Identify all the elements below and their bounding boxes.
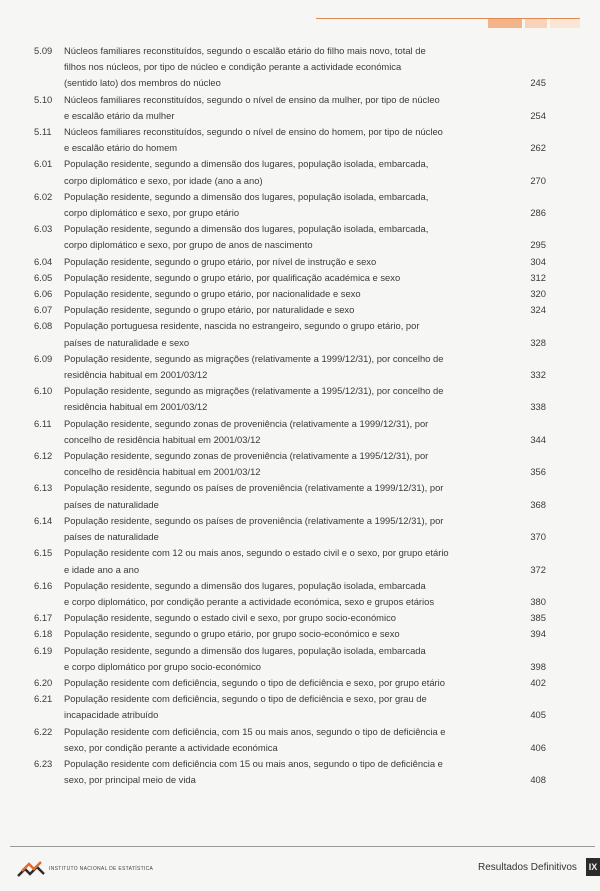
toc-entry-title: concelho de residência habitual em 2001/03/12	[64, 466, 261, 478]
toc-entry-title: e escalão etário do homem	[64, 142, 178, 154]
toc-entry[interactable]	[34, 302, 546, 318]
toc-entry-title: Núcleos familiares reconstituídos, segundo o escalão etário do filho mais novo, total de	[64, 45, 426, 56]
toc-entry-title: Núcleos familiares reconstituídos, segundo o nível de ensino do homem, por tipo de núcleo	[64, 126, 443, 138]
toc-entry-page: 394	[530, 628, 546, 640]
toc-entry-page: 332	[530, 369, 546, 381]
toc-entry-number: 6.09	[34, 352, 53, 364]
toc-entry[interactable]	[34, 675, 546, 691]
toc-entry-title: e corpo diplomático por grupo socio-económico	[64, 660, 261, 672]
toc-entry-page: 380	[530, 595, 546, 607]
toc-entry-title: corpo diplomático e sexo, por grupo de anos de nascimento	[64, 239, 313, 251]
toc-entry-number: 6.15	[34, 547, 53, 559]
toc-entry-page: 370	[530, 531, 546, 543]
toc-entry-title: População residente com deficiência com 15 ou mais anos, segundo o tipo de deficiência e	[64, 757, 443, 769]
toc-entry[interactable]	[34, 545, 546, 577]
toc-entry-number: 6.11	[34, 417, 52, 429]
toc-entry-title: População residente, segundo as migrações (relativamente a 1999/12/31), por concelho de	[64, 352, 444, 364]
page-number: IX	[586, 858, 600, 876]
toc-entry[interactable]	[34, 448, 546, 480]
toc-entry-number: 6.08	[34, 320, 53, 332]
toc-entry-title: População residente, segundo zonas de proveniência (relativamente a 1995/12/31), por	[64, 450, 429, 462]
footer-rule	[10, 846, 595, 847]
toc-entry-page: 262	[530, 142, 546, 154]
toc-entry[interactable]	[34, 643, 546, 675]
toc-entry-number: 5.09	[34, 45, 53, 56]
toc-entry-page: 385	[530, 612, 546, 624]
toc-entry[interactable]	[34, 578, 546, 610]
toc-entry-title: População residente, segundo o grupo etário, por nacionalidade e sexo	[64, 288, 361, 300]
toc-entry[interactable]	[34, 756, 546, 788]
institute-name: INSTITUTO NACIONAL DE ESTATÍSTICA	[49, 866, 154, 872]
toc-entry-title: incapacidade atribuído	[64, 709, 159, 721]
ine-logo-icon	[16, 858, 46, 880]
toc-entry[interactable]	[34, 156, 546, 188]
toc-entry[interactable]	[34, 124, 546, 156]
toc-entry-title: População residente, segundo a dimensão dos lugares, população isolada, embarcada	[64, 579, 426, 591]
toc-entry-page: 245	[530, 77, 546, 89]
toc-entry-number: 6.03	[34, 223, 53, 235]
toc-entry-page: 295	[530, 239, 546, 251]
toc-entry-title: População residente com 12 ou mais anos, segundo o estado civil e o sexo, por grupo etário	[64, 547, 449, 559]
toc-entry-page: 270	[530, 174, 546, 186]
toc-entry-title: População residente, segundo o estado civil e sexo, por grupo socio-económico	[64, 612, 396, 624]
toc-entry-title: e corpo diplomático, por condição perante a actividade económica, sexo e grupos etários	[64, 595, 435, 607]
toc-entry-number: 6.01	[34, 158, 53, 170]
toc-entry-title: População residente, segundo zonas de proveniência (relativamente a 1999/12/31), por	[64, 417, 429, 429]
toc-entry-title: População residente, segundo a dimensão dos lugares, população isolada, embarcada,	[64, 223, 429, 235]
toc-entry-number: 5.11	[34, 126, 52, 138]
toc-entry-page: 356	[530, 466, 546, 478]
toc-entry-number: 6.18	[34, 628, 53, 640]
toc-entry-title: População residente, segundo o grupo etário, por qualificação académica e sexo	[64, 271, 401, 283]
toc-entry[interactable]	[34, 318, 546, 350]
toc-entry-page: 338	[530, 401, 546, 413]
toc-entry-title: filhos nos núcleos, por tipo de núcleo e condição perante a actividade económica	[64, 61, 402, 73]
toc-entry-title: População portuguesa residente, nascida no estrangeiro, segundo o grupo etário, por	[64, 320, 420, 332]
toc-entry-title: países de naturalidade	[64, 498, 159, 510]
toc-entry-title: corpo diplomático e sexo, por idade (ano a ano)	[64, 174, 263, 186]
toc-entry-page: 254	[530, 109, 546, 121]
toc-entry-number: 6.20	[34, 676, 53, 688]
toc-entry[interactable]	[34, 480, 546, 512]
toc-entry[interactable]	[34, 416, 546, 448]
toc-entry-title: (sentido lato) dos membros do núcleo	[64, 77, 221, 89]
toc-entry-title: concelho de residência habitual em 2001/03/12	[64, 433, 261, 445]
toc-entry-title: sexo, por condição perante a actividade económica	[64, 741, 278, 753]
toc-entry[interactable]	[34, 610, 546, 626]
toc-entry[interactable]	[34, 691, 546, 723]
toc-entry[interactable]	[34, 351, 546, 383]
toc-entry-title: países de naturalidade	[64, 531, 159, 543]
toc-entry-title: População residente, segundo a dimensão dos lugares, população isolada, embarcada	[64, 644, 426, 656]
table-of-contents	[34, 43, 546, 788]
header-color-block	[525, 19, 547, 28]
toc-entry-title: População residente, segundo o grupo etário, por naturalidade e sexo	[64, 304, 355, 316]
toc-entry-title: População residente, segundo as migrações (relativamente a 1995/12/31), por concelho de	[64, 385, 444, 397]
toc-entry-page: 398	[530, 660, 546, 672]
toc-entry[interactable]	[34, 92, 546, 124]
toc-entry-title: População residente com deficiência, segundo o tipo de deficiência e sexo, por grau de	[64, 693, 427, 705]
toc-entry-title: População residente, segundo o grupo etário, por nível de instrução e sexo	[64, 255, 377, 267]
toc-entry-title: corpo diplomático e sexo, por grupo etário	[64, 207, 240, 219]
toc-entry-page: 372	[530, 563, 546, 575]
toc-entry-title: População residente, segundo a dimensão dos lugares, população isolada, embarcada,	[64, 190, 429, 202]
toc-entry[interactable]	[34, 43, 546, 92]
toc-entry-number: 6.19	[34, 644, 53, 656]
toc-entry[interactable]	[34, 286, 546, 302]
toc-entry-title: População residente com deficiência, segundo o tipo de deficiência e sexo, por grupo etário	[64, 676, 445, 688]
toc-entry-number: 5.10	[34, 93, 53, 105]
toc-entry-title: e idade ano a ano	[64, 563, 140, 575]
toc-entry-number: 6.21	[34, 693, 53, 705]
toc-entry-number: 6.23	[34, 757, 53, 769]
toc-entry-title: População residente, segundo o grupo etário, por grupo socio-económico e sexo	[64, 628, 400, 640]
toc-entry-page: 324	[530, 304, 546, 316]
toc-entry[interactable]	[34, 383, 546, 415]
toc-entry-title: População residente, segundo os países de proveniência (relativamente a 1995/12/31), por	[64, 514, 444, 526]
toc-entry-page: 286	[530, 207, 546, 219]
toc-entry-page: 405	[530, 709, 546, 721]
toc-entry-title: População residente, segundo a dimensão dos lugares, população isolada, embarcada,	[64, 158, 429, 170]
toc-entry-page: 406	[530, 741, 546, 753]
toc-entry-page: 368	[530, 498, 546, 510]
toc-entry-number: 6.07	[34, 304, 53, 316]
toc-entry-title: Núcleos familiares reconstituídos, segundo o nível de ensino da mulher, por tipo de núcleo	[64, 93, 440, 105]
toc-entry-page: 320	[530, 288, 546, 300]
toc-entry[interactable]	[34, 270, 546, 286]
toc-entry-number: 6.14	[34, 514, 53, 526]
toc-entry[interactable]	[34, 254, 546, 270]
toc-entry-page: 328	[530, 336, 546, 348]
toc-entry-page: 312	[530, 271, 546, 283]
section-title: Resultados Definitivos	[478, 862, 577, 873]
toc-entry-page: 402	[530, 676, 546, 688]
toc-entry-title: sexo, por principal meio de vida	[64, 774, 196, 786]
toc-entry-page: 304	[530, 255, 546, 267]
toc-entry[interactable]	[34, 626, 546, 642]
toc-entry[interactable]	[34, 724, 546, 756]
toc-entry-title: países de naturalidade e sexo	[64, 336, 190, 348]
toc-entry-title: residência habitual em 2001/03/12	[64, 369, 208, 381]
header-color-block	[488, 19, 522, 28]
toc-entry-title: e escalão etário da mulher	[64, 109, 175, 121]
toc-entry-title: População residente com deficiência, com 15 ou mais anos, segundo o tipo de deficiência e	[64, 725, 446, 737]
toc-entry-number: 6.22	[34, 725, 53, 737]
toc-entry-number: 6.06	[34, 288, 53, 300]
toc-entry-page: 344	[530, 433, 546, 445]
toc-entry-number: 6.13	[34, 482, 53, 494]
toc-entry-number: 6.12	[34, 450, 53, 462]
toc-entry-number: 6.05	[34, 271, 53, 283]
toc-entry-number: 6.02	[34, 190, 53, 202]
toc-entry-page: 408	[530, 774, 546, 786]
toc-entry-number: 6.04	[34, 255, 53, 267]
toc-entry-title: População residente, segundo os países de proveniência (relativamente a 1999/12/31), por	[64, 482, 444, 494]
toc-entry[interactable]	[34, 513, 546, 545]
toc-entry[interactable]	[34, 221, 546, 253]
toc-entry-number: 6.17	[34, 612, 53, 624]
toc-entry-number: 6.10	[34, 385, 53, 397]
toc-entry[interactable]	[34, 189, 546, 221]
toc-entry-number: 6.16	[34, 579, 53, 591]
toc-entry-title: residência habitual em 2001/03/12	[64, 401, 208, 413]
header-color-block	[550, 19, 580, 28]
